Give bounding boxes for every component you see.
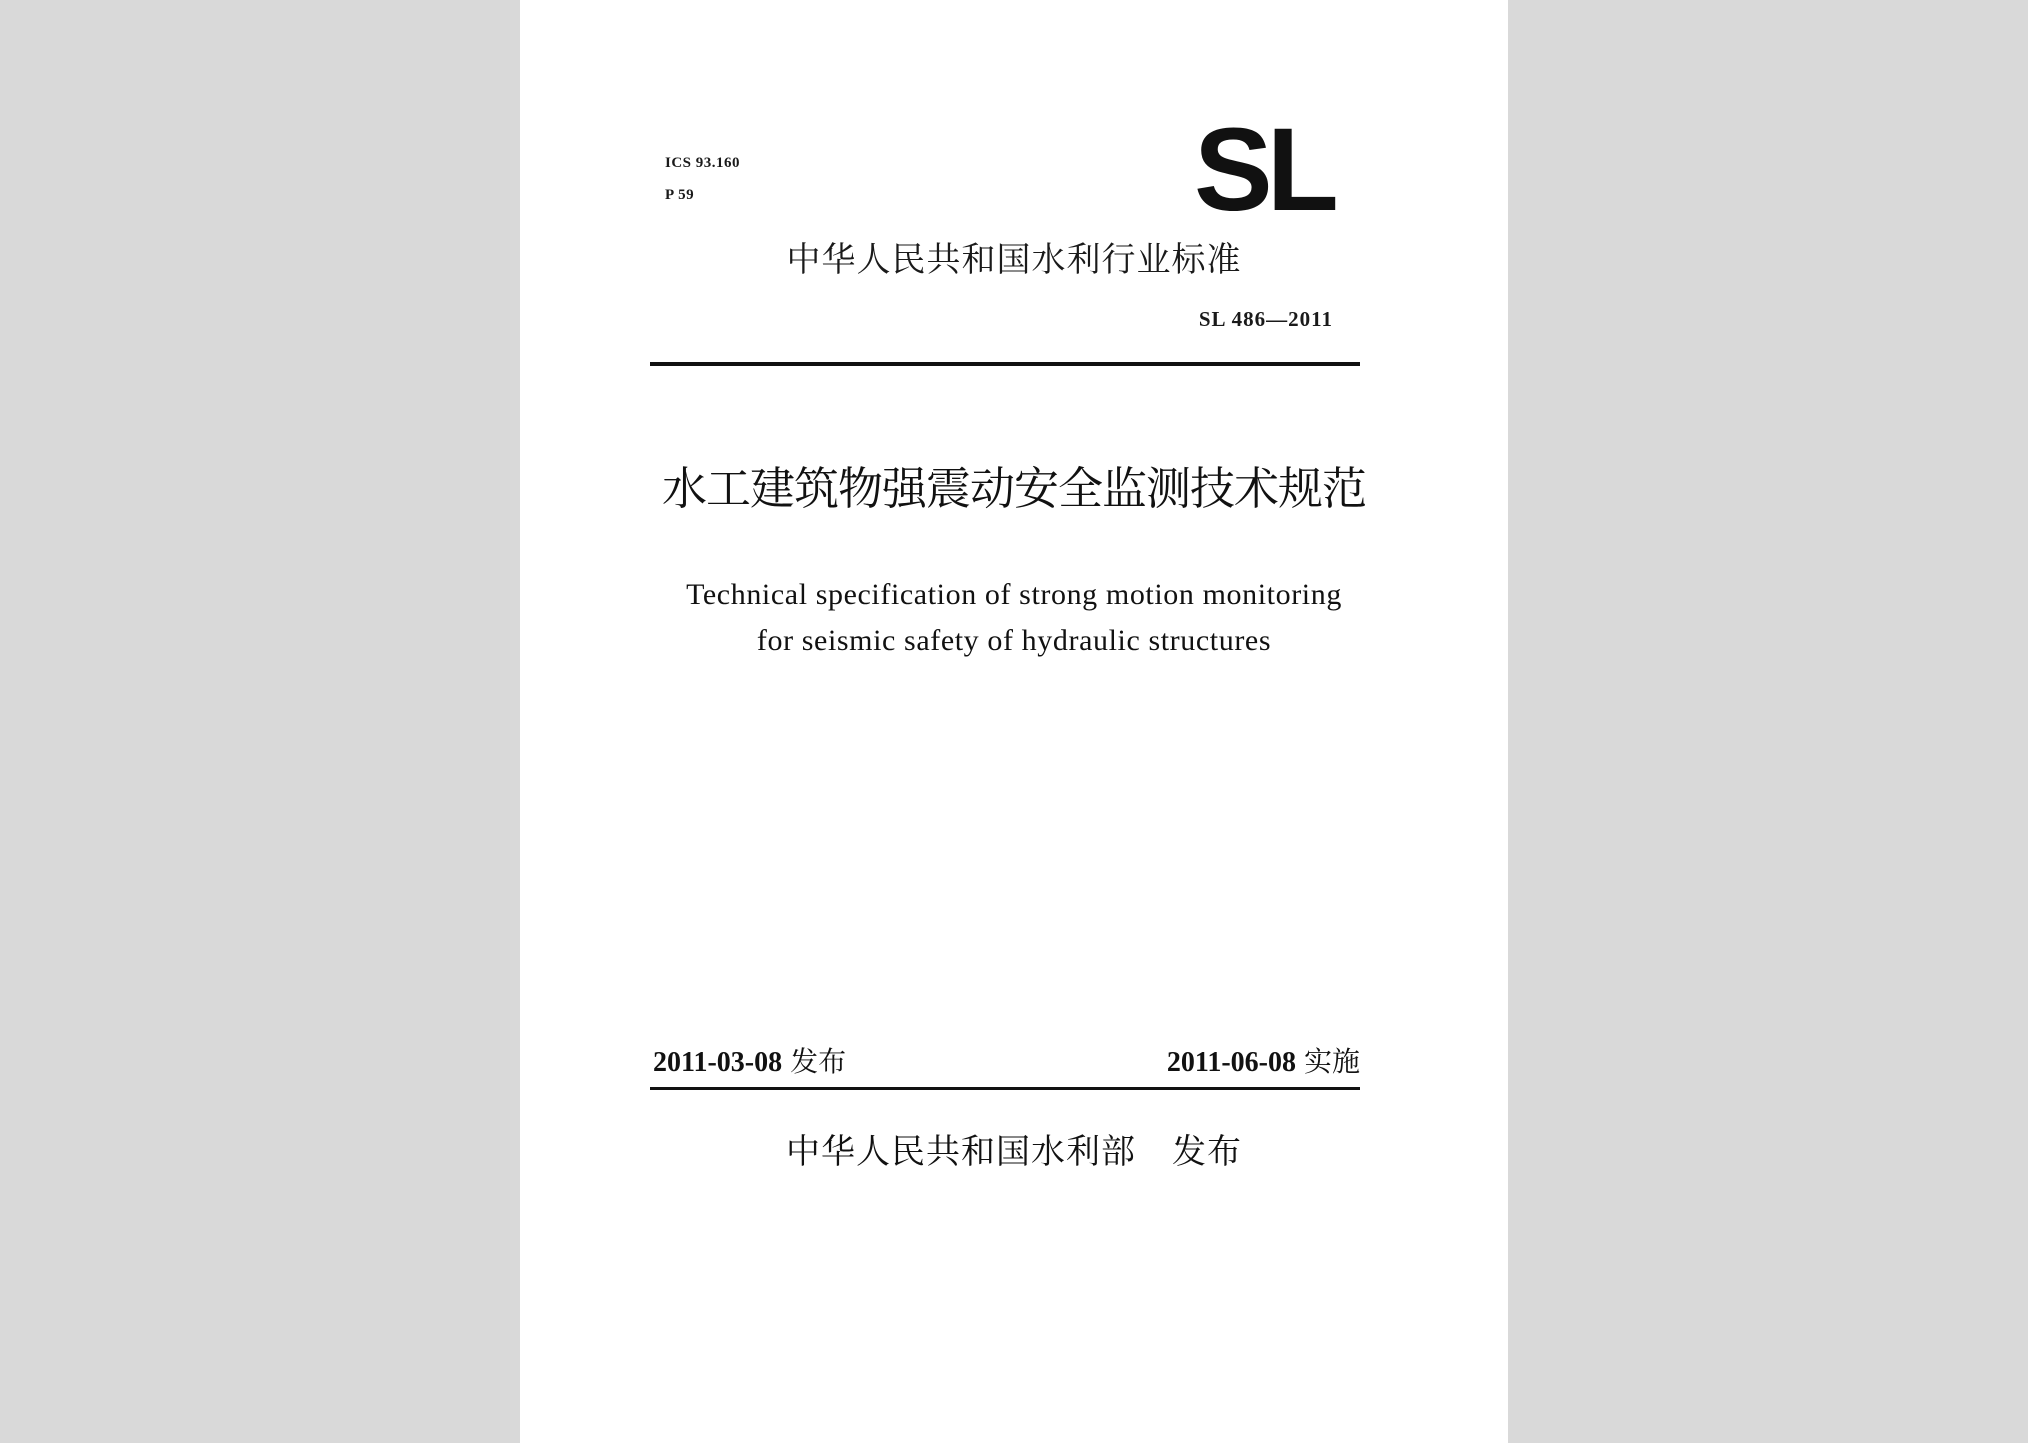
classification-code: P 59	[665, 187, 695, 203]
implement-date: 2011-06-08	[1166, 1047, 1296, 1078]
document-page	[520, 0, 1508, 1443]
bottom-divider	[650, 1087, 1360, 1090]
publisher-name: 中华人民共和国水利部	[786, 1132, 1136, 1172]
issue-label: 发布	[790, 1045, 847, 1078]
issue-date: 2011-03-08	[653, 1047, 783, 1078]
sl-logo	[1192, 112, 1358, 220]
industry-standard-heading: 中华人民共和国水利行业标准	[786, 240, 1242, 280]
top-divider	[650, 362, 1360, 366]
issue-date-block	[653, 1040, 846, 1080]
title-chinese: 水工建筑物强震动安全监测技术规范	[661, 462, 1366, 515]
title-english-line-2: for seismic safety of hydraulic structures	[756, 624, 1272, 657]
title-english-line-1: Technical specification of strong motion monitoring	[686, 578, 1342, 611]
implement-label: 实施	[1303, 1045, 1360, 1078]
publisher-line	[520, 1124, 1508, 1173]
publisher-action: 发布	[1172, 1132, 1242, 1172]
ics-code: ICS 93.160	[665, 155, 741, 171]
sl-logo-text: SL	[1194, 112, 1333, 220]
standard-number: SL 486—2011	[1198, 307, 1333, 331]
implement-date-block	[1167, 1040, 1360, 1080]
